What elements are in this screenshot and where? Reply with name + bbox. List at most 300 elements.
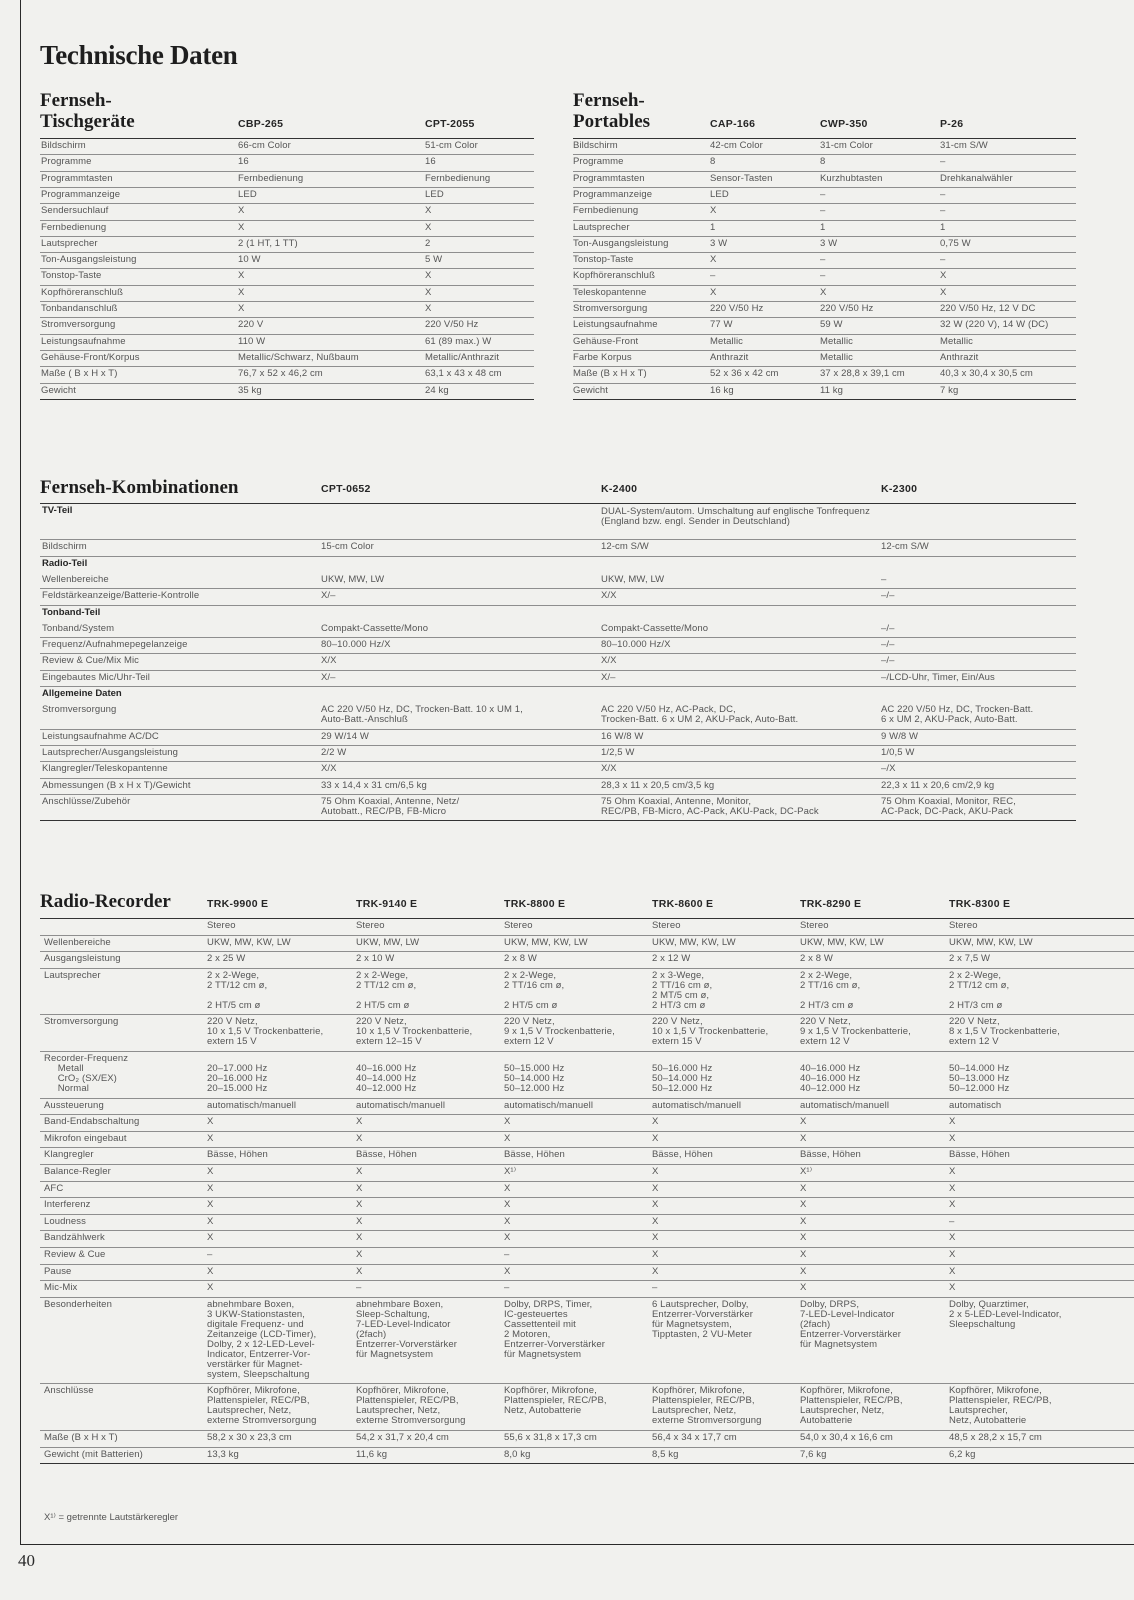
row-label: Fernbedienung [41, 221, 107, 233]
row-divider [573, 220, 1076, 221]
row-value: 50–14.000 Hz 50–13.000 Hz 50–12.000 Hz [949, 1063, 1010, 1094]
row-value: –/– [881, 655, 895, 667]
row-label: Leistungsaufnahme [41, 335, 126, 347]
row-value: 11,6 kg [356, 1448, 388, 1460]
row-value: – [881, 573, 887, 585]
table-top-rule [573, 138, 1076, 139]
row-value: –/– [881, 639, 895, 651]
row-value: X [425, 286, 432, 298]
row-value: X/– [601, 671, 616, 683]
row-value: 2 x 2-Wege, 2 TT/12 cm ø, 2 HT/3 cm ø [949, 969, 1010, 1011]
row-value: –/– [881, 590, 895, 602]
row-divider [573, 366, 1076, 367]
row-divider [40, 1181, 1134, 1182]
row-value: X [652, 1182, 659, 1194]
row-value: 76,7 x 52 x 46,2 cm [238, 368, 323, 380]
row-value: 40–16.000 Hz 40–14.000 Hz 40–12.000 Hz [356, 1063, 417, 1094]
row-value: 2 x 10 W [356, 953, 395, 965]
row-divider [40, 1247, 1134, 1248]
row-label: Leistungsaufnahme [573, 319, 658, 331]
row-value: X [425, 205, 432, 217]
row-value: 220 V/50 Hz [820, 303, 874, 314]
row-label: Mic-Mix [44, 1282, 78, 1294]
row-label: Gewicht [41, 384, 77, 396]
row-label: Stromversorgung [44, 1016, 119, 1028]
row-divider [40, 778, 1076, 779]
row-divider [573, 236, 1076, 237]
row-value: 75 Ohm Koaxial, Antenne, Netz/ Autobatt., REC/PB, FB-Micro [321, 795, 460, 817]
row-value: X [238, 286, 245, 298]
row-value: X [652, 1232, 659, 1244]
row-value: UKW, MW, KW, LW [207, 936, 291, 948]
row-value: 16 kg [710, 384, 734, 396]
row-divider [40, 968, 1134, 969]
row-value: X/X [321, 655, 337, 667]
row-value: X [356, 1215, 363, 1227]
row-value: 2 [425, 237, 431, 249]
row-divider [40, 268, 534, 269]
row-value: X [504, 1232, 511, 1244]
row-value: 1 [820, 221, 826, 233]
row-value: 1 [710, 221, 716, 233]
row-label: Teleskopantenne [573, 286, 647, 298]
row-label: Aussteuerung [44, 1099, 104, 1111]
row-divider [40, 399, 534, 400]
row-value: X [949, 1265, 956, 1277]
row-value: X [949, 1166, 956, 1177]
row-value: X [504, 1199, 511, 1211]
row-label: Sendersuchlauf [41, 205, 109, 217]
row-value: Metallic/Schwarz, Nußbaum [238, 351, 359, 363]
row-divider [573, 317, 1076, 318]
row-label: Klangregler/Teleskopantenne [42, 763, 168, 775]
row-value: 42-cm Color [710, 140, 763, 151]
row-value: Kopfhörer, Mikrofone, Plattenspieler, REC/PB, Lautsprecher, Netz, Autobatterie [800, 1385, 903, 1427]
row-label: Bandzählwerk [44, 1232, 105, 1244]
row-value: X [652, 1116, 659, 1128]
row-value: X [652, 1132, 659, 1144]
row-value: 3 W [710, 237, 728, 249]
row-label: Lautsprecher [41, 237, 98, 249]
row-value: 59 W [820, 319, 843, 331]
row-divider [573, 154, 1076, 155]
row-divider [40, 820, 1076, 821]
row-value: abnehmbare Boxen, 3 UKW-Stationstasten, digitale Frequenz- und Zeitanzeige (LCD-Timer), Dolby, 2 x 12-LED-Level- Indicator, Entzerrer-Vor- verstärker für Magnet- system, Sleepschaltung [207, 1298, 317, 1380]
row-value: X [238, 270, 245, 282]
row-value: X [238, 221, 245, 233]
row-value: Anthrazit [710, 351, 749, 363]
row-label: Mikrofon eingebaut [44, 1132, 127, 1144]
row-value: 16 W/8 W [601, 730, 644, 742]
radio-model-header: TRK-8800 E [504, 898, 566, 910]
row-label: Tonstop-Taste [573, 254, 634, 266]
row-value: 48,5 x 28,2 x 15,7 cm [949, 1432, 1042, 1443]
row-value: X/X [601, 655, 617, 667]
row-value: Dolby, DRPS, 7-LED-Level-Indicator (2fach) Entzerrer-Vorverstärker für Magnetsystem [800, 1298, 902, 1350]
row-value: Bässe, Höhen [356, 1149, 417, 1161]
row-value: X [652, 1249, 659, 1260]
row-value: 3 W [820, 237, 838, 249]
row-value: 8,5 kg [652, 1448, 679, 1460]
row-value: 40,3 x 30,4 x 30,5 cm [940, 368, 1033, 380]
row-value: X [207, 1282, 214, 1294]
row-value: X/– [321, 590, 336, 602]
row-value: X [425, 303, 432, 314]
row-value: 2 x 8 W [800, 953, 833, 965]
row-value: Bässe, Höhen [652, 1149, 713, 1161]
row-value: X [207, 1182, 214, 1194]
row-label: Maße ( B x H x T) [41, 368, 118, 380]
row-value: Kopfhörer, Mikrofone, Plattenspieler, REC/PB, Lautsprecher, Netz, externe Stromversorgung [356, 1385, 466, 1427]
row-value: 50–16.000 Hz 50–14.000 Hz 50–12.000 Hz [652, 1063, 713, 1094]
row-divider [40, 670, 1076, 671]
row-label: Maße (B x H x T) [573, 368, 647, 380]
row-value: Anthrazit [940, 351, 979, 363]
group-heading: TV-Teil [42, 505, 73, 516]
row-value: X [238, 205, 245, 217]
row-divider [40, 252, 534, 253]
row-label: Bildschirm [41, 140, 86, 151]
row-value: X [207, 1166, 214, 1177]
row-value: X [504, 1116, 511, 1128]
row-value: Dolby, Quarztimer, 2 x 5-LED-Level-Indicator, Sleepschaltung [949, 1298, 1062, 1330]
row-divider [573, 252, 1076, 253]
row-value: X [207, 1132, 214, 1144]
group-heading: Tonband-Teil [42, 606, 101, 618]
row-value: 2 x 2-Wege, 2 TT/12 cm ø, 2 HT/5 cm ø [356, 969, 417, 1011]
table-top-rule [40, 503, 1076, 504]
row-value: automatisch/manuell [207, 1099, 297, 1111]
row-value: 1/0,5 W [881, 746, 915, 758]
row-value: 110 W [238, 335, 266, 347]
row-value: 8 [710, 156, 716, 168]
row-value: X [356, 1132, 363, 1144]
row-divider [40, 1114, 1134, 1115]
row-divider [40, 1264, 1134, 1265]
row-value: LED [710, 188, 729, 200]
radio-model-header: TRK-8300 E [949, 898, 1011, 910]
row-divider [40, 1197, 1134, 1198]
row-divider [40, 285, 534, 286]
row-value: X [949, 1282, 956, 1294]
row-value: 2 x 2-Wege, 2 TT/16 cm ø, 2 HT/3 cm ø [800, 969, 861, 1011]
row-value: X [207, 1116, 214, 1128]
kombi-model-header: K-2400 [601, 483, 638, 495]
row-value: X/– [321, 671, 336, 683]
port-model-header: P-26 [940, 118, 964, 130]
row-value: LED [238, 188, 257, 200]
row-value: – [710, 270, 716, 282]
row-label: Stromversorgung [42, 704, 117, 716]
row-value: X [800, 1132, 807, 1144]
row-value: X [504, 1132, 511, 1144]
row-divider [40, 794, 1076, 795]
row-value: 35 kg [238, 384, 262, 396]
row-divider [573, 399, 1076, 400]
row-label: Bildschirm [573, 140, 618, 151]
row-value: X [949, 1249, 956, 1260]
row-value: 6 Lautsprecher, Dolby, Entzerrer-Vorverstärker für Magnetsystem, Tipptasten, 2 VU-Meter [652, 1298, 754, 1340]
row-value: Stereo [504, 920, 533, 931]
row-divider [573, 203, 1076, 204]
row-divider [573, 268, 1076, 269]
row-label: Fernbedienung [573, 205, 639, 217]
row-divider [573, 187, 1076, 188]
row-divider [40, 1147, 1134, 1148]
row-label: AFC [44, 1182, 64, 1194]
row-value: 9 W/8 W [881, 730, 919, 742]
row-value: 12-cm S/W [881, 541, 929, 553]
row-value: X [800, 1265, 807, 1277]
row-value: X [652, 1265, 659, 1277]
row-value: 220 V [238, 319, 264, 331]
row-value: 40–16.000 Hz 40–16.000 Hz 40–12.000 Hz [800, 1063, 861, 1094]
radio-model-header: TRK-9900 E [207, 898, 269, 910]
row-value: Kopfhörer, Mikrofone, Plattenspieler, REC/PB, Lautsprecher, Netz, externe Stromversorgung [207, 1385, 317, 1427]
row-value: X [425, 221, 432, 233]
row-value: 220 V/50 Hz [710, 303, 764, 314]
row-value: Bässe, Höhen [949, 1149, 1010, 1161]
row-value: Sensor-Tasten [710, 172, 773, 184]
row-label: Stromversorgung [41, 319, 116, 331]
row-divider [40, 1051, 1134, 1052]
row-value: – [940, 205, 946, 217]
row-divider [40, 1447, 1134, 1448]
row-divider [40, 1280, 1134, 1281]
row-label: Programmanzeige [573, 188, 653, 200]
row-divider [40, 220, 534, 221]
row-value: 2 x 12 W [652, 953, 691, 965]
kombi-title: Fernseh-Kombinationen [40, 477, 239, 498]
row-value: X [652, 1166, 659, 1177]
group-heading: Radio-Teil [42, 557, 88, 569]
row-divider [40, 154, 534, 155]
row-value: Compakt-Cassette/Mono [321, 622, 429, 634]
row-value: 220 V Netz, 9 x 1,5 V Trockenbatterie, extern 12 V [800, 1016, 911, 1048]
row-value: 54,2 x 31,7 x 20,4 cm [356, 1432, 449, 1443]
row-label: Balance-Regler [44, 1166, 111, 1177]
row-value: automatisch/manuell [504, 1099, 594, 1111]
row-value: Stereo [356, 920, 385, 931]
row-value: LED [425, 188, 444, 200]
row-label: Anschlüsse [44, 1385, 94, 1397]
row-value: Bässe, Höhen [504, 1149, 565, 1161]
row-divider [40, 1297, 1134, 1298]
row-value: Bässe, Höhen [800, 1149, 861, 1161]
row-divider [573, 334, 1076, 335]
row-label: Programme [41, 156, 92, 168]
row-value: X [710, 254, 717, 266]
port-title-line-2: Portables [573, 111, 651, 132]
row-divider [40, 729, 1076, 730]
row-value: UKW, MW, LW [601, 573, 665, 585]
row-value: – [940, 188, 946, 200]
row-value: 6,2 kg [949, 1448, 976, 1460]
radio-model-header: TRK-8600 E [652, 898, 714, 910]
row-label: Leistungsaufnahme AC/DC [42, 730, 159, 742]
row-value: X [207, 1199, 214, 1211]
row-divider [40, 1383, 1134, 1384]
row-divider [40, 236, 534, 237]
row-value: X¹⁾ [800, 1166, 813, 1177]
row-label: Farbe Korpus [573, 351, 632, 363]
row-value: 50–15.000 Hz 50–14.000 Hz 50–12.000 Hz [504, 1063, 565, 1094]
row-value: 15-cm Color [321, 541, 374, 553]
row-value: X [949, 1232, 956, 1244]
row-value: 8,0 kg [504, 1448, 531, 1460]
row-divider [40, 187, 534, 188]
row-value: Metallic/Anthrazit [425, 351, 500, 363]
row-value: 52 x 36 x 42 cm [710, 368, 779, 380]
row-value: Metallic [820, 335, 854, 347]
row-label: Eingebautes Mic/Uhr-Teil [42, 671, 150, 683]
row-divider [40, 301, 534, 302]
row-value: X/X [601, 763, 617, 775]
row-value: 31-cm S/W [940, 140, 988, 151]
row-value: X [940, 286, 947, 298]
row-value: X [356, 1182, 363, 1194]
row-value: – [504, 1249, 510, 1260]
row-label: Band-Endabschaltung [44, 1116, 140, 1128]
row-value: Dolby, DRPS, Timer, IC-gesteuertes Cassettenteil mit 2 Motoren, Entzerrer-Vorverstärker für Magnetsystem [504, 1298, 606, 1360]
row-value: X [949, 1116, 956, 1128]
row-divider [40, 1014, 1134, 1015]
row-value: 16 [425, 156, 436, 168]
row-value: Drehkanalwähler [940, 172, 1013, 184]
row-value: 56,4 x 34 x 17,7 cm [652, 1432, 737, 1443]
row-value: X [356, 1265, 363, 1277]
row-value: 13,3 kg [207, 1448, 239, 1460]
row-label: Gehäuse-Front [573, 335, 639, 347]
row-value: X [710, 205, 717, 217]
page-title: Technische Daten [40, 40, 238, 70]
row-value: X [800, 1182, 807, 1194]
row-value: – [820, 270, 826, 282]
table-top-rule [40, 918, 1134, 919]
row-value: DUAL-System/autom. Umschaltung auf englische Tonfrequenz (England bzw. engl. Sender in Deutschland) [601, 506, 870, 527]
row-divider [40, 951, 1134, 952]
row-divider [40, 1164, 1134, 1165]
row-label: Ausgangsleistung [44, 953, 121, 965]
row-value: 66-cm Color [238, 140, 291, 151]
row-value: 7,6 kg [800, 1448, 827, 1460]
row-value: automatisch [949, 1099, 1002, 1111]
row-label: Wellenbereiche [42, 573, 109, 585]
row-value: 220 V Netz, 10 x 1,5 V Trockenbatterie, extern 12–15 V [356, 1016, 473, 1048]
row-value: – [504, 1282, 510, 1294]
row-value: X [949, 1132, 956, 1144]
row-label: Kopfhöreranschluß [573, 270, 655, 282]
row-value: UKW, MW, KW, LW [949, 936, 1033, 948]
row-value: – [820, 254, 826, 266]
row-divider [573, 383, 1076, 384]
row-value: X [356, 1116, 363, 1128]
row-value: X [800, 1199, 807, 1211]
row-value: X [207, 1232, 214, 1244]
row-value: 7 kg [940, 384, 959, 396]
row-divider [573, 350, 1076, 351]
row-value: 16 [238, 156, 249, 168]
footnote: X¹⁾ = getrennte Lautstärkeregler [44, 1512, 179, 1523]
row-label: Loudness [44, 1215, 87, 1227]
row-divider [573, 285, 1076, 286]
row-value: – [820, 205, 826, 217]
row-value: 22,3 x 11 x 20,6 cm/2,9 kg [881, 779, 995, 791]
row-value: X [710, 286, 717, 298]
radio-model-header: TRK-8290 E [800, 898, 862, 910]
row-value: X [800, 1249, 807, 1260]
row-value: Stereo [800, 920, 829, 931]
row-divider [40, 556, 1076, 557]
row-value: 2 x 25 W [207, 953, 246, 965]
row-value: X/X [601, 590, 617, 602]
row-divider [40, 1214, 1134, 1215]
row-value: 80–10.000 Hz/X [601, 639, 671, 651]
row-label: Klangregler [44, 1149, 94, 1161]
row-value: X [356, 1199, 363, 1211]
row-divider [40, 605, 1076, 606]
row-label: Gewicht (mit Batterien) [44, 1448, 143, 1460]
row-value: – [652, 1282, 658, 1294]
row-divider [40, 334, 534, 335]
row-value: X [356, 1249, 363, 1260]
row-value: 11 kg [820, 384, 844, 396]
row-divider [40, 350, 534, 351]
row-label: Besonderheiten [44, 1298, 112, 1310]
row-value: automatisch/manuell [356, 1099, 446, 1111]
row-value: X [940, 270, 947, 282]
row-value: – [356, 1282, 362, 1294]
row-value: 55,6 x 31,8 x 17,3 cm [504, 1432, 597, 1443]
port-model-header: CWP-350 [820, 118, 868, 130]
kombi-model-header: K-2300 [881, 483, 918, 495]
row-value: 220 V/50 Hz [425, 319, 479, 331]
row-value: 2 x 7,5 W [949, 953, 991, 965]
radio-title: Radio-Recorder [40, 891, 171, 912]
row-label: Abmessungen (B x H x T)/Gewicht [42, 779, 191, 791]
row-divider [40, 1230, 1134, 1231]
row-value: X [504, 1265, 511, 1277]
row-label: Gewicht [573, 384, 609, 396]
row-divider [40, 686, 1076, 687]
row-divider [40, 588, 1076, 589]
row-value: 1/2,5 W [601, 746, 635, 758]
row-value: 28,3 x 11 x 20,5 cm/3,5 kg [601, 779, 715, 791]
row-value: – [207, 1249, 213, 1260]
row-value: 2 x 8 W [504, 953, 537, 965]
row-value: 2 x 3-Wege, 2 TT/16 cm ø, 2 MT/5 cm ø, 2 HT/3 cm ø [652, 969, 713, 1011]
row-divider [40, 935, 1134, 936]
row-label: Programmtasten [41, 172, 113, 184]
row-value: X [800, 1282, 807, 1294]
row-value: X [652, 1215, 659, 1227]
row-value: Stereo [207, 920, 236, 931]
tisch-model-header: CPT-2055 [425, 118, 475, 130]
row-label: Feldstärkeanzeige/Batterie-Kontrolle [42, 590, 200, 602]
row-label: Frequenz/Aufnahmepegelanzeige [42, 639, 188, 651]
row-divider [40, 383, 534, 384]
row-value: 51-cm Color [425, 140, 478, 151]
row-label: Review & Cue/Mix Mic [42, 655, 140, 667]
page-number: 40 [18, 1551, 35, 1570]
row-value: X [949, 1199, 956, 1211]
row-value: UKW, MW, KW, LW [652, 936, 736, 948]
row-divider [40, 317, 534, 318]
row-label: Programmtasten [573, 172, 645, 184]
row-label: Lautsprecher [44, 969, 101, 981]
row-value: 1 [940, 221, 946, 233]
row-label: Bildschirm [42, 541, 87, 553]
